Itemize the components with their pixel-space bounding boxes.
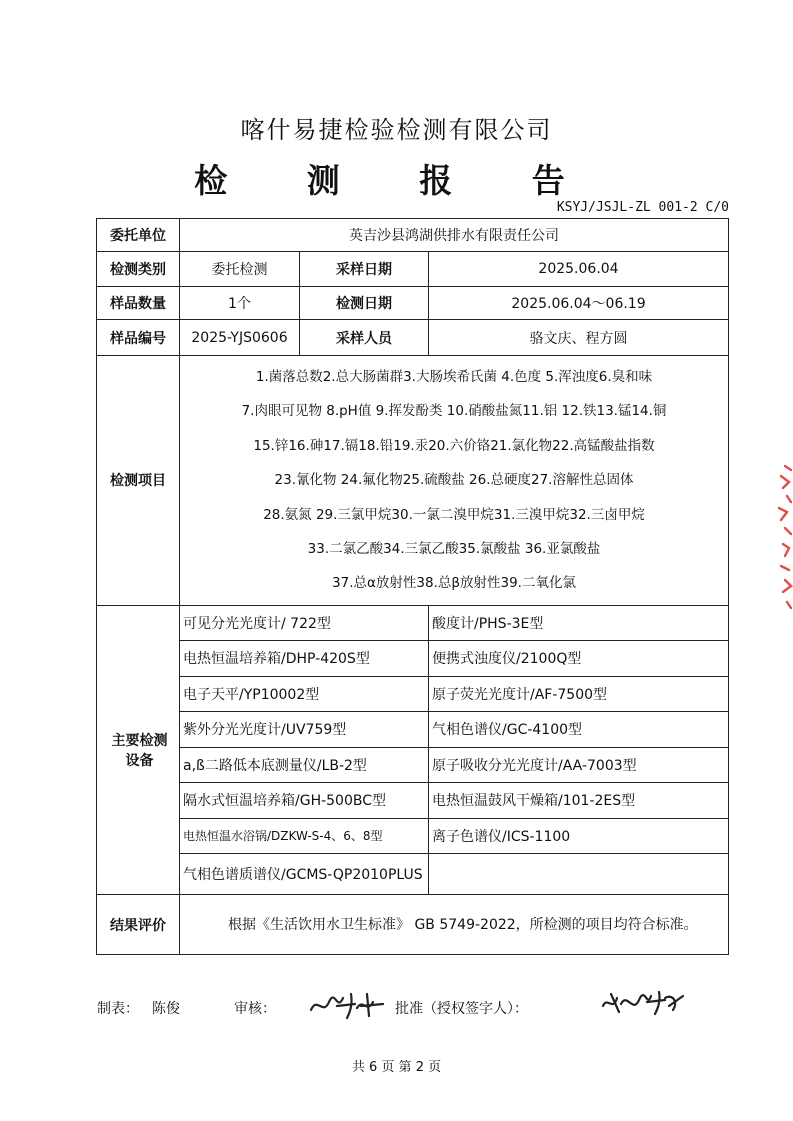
result-row	[97, 895, 729, 955]
sample-no-row	[97, 320, 729, 356]
test-type-row	[97, 252, 729, 287]
equipment-cell: 电子天平/YP10002型	[180, 676, 429, 712]
equipment-cell: 离子色谱仪/ICS-1100	[429, 818, 729, 854]
prepared-label: 制表：	[97, 1001, 139, 1017]
result-label: 结果评价	[97, 895, 180, 955]
equipment-row	[97, 783, 729, 819]
sample-no-label: 样品编号	[97, 320, 180, 356]
test-date-value: 2025.06.04～06.19	[429, 287, 729, 320]
sampler-label: 采样人员	[300, 320, 429, 356]
items-line: 37.总α放射性38.总β放射性39.二氧化氯	[332, 575, 576, 592]
equipment-label-line1: 主要检测	[111, 732, 168, 749]
equipment-cell: 原子荧光光度计/AF-7500型	[429, 676, 729, 712]
test-type-value: 委托检测	[180, 252, 300, 287]
report-title: 检 测 报 告	[194, 161, 599, 200]
client-row	[97, 219, 729, 252]
equipment-cell: 原子吸收分光光度计/AA-7003型	[429, 747, 729, 783]
equipment-label	[97, 605, 180, 895]
approved-label: 批准（授权签字人）：	[395, 1001, 528, 1017]
items-line: 1.菌落总数2.总大肠菌群3.大肠埃希氏菌 4.色度 5.浑浊度6.臭和味	[255, 369, 653, 385]
test-type-label: 检测类别	[97, 252, 180, 287]
equipment-cell: 气相色谱质谱仪/GCMS-QP2010PLUS	[180, 854, 429, 895]
equipment-cell: 隔水式恒温培养箱/GH-500BC型	[180, 783, 429, 819]
equipment-cell: 电热恒温水浴锅/DZKW-S-4、6、8型	[180, 818, 429, 854]
items-line: 33.二氯乙酸34.三氯乙酸35.氯酸盐 36.亚氯酸盐	[307, 540, 601, 557]
document-number: KSYJ/JSJL-ZL 001-2 C/0	[556, 200, 729, 215]
sample-qty-label: 样品数量	[97, 287, 180, 320]
items-list	[180, 356, 729, 606]
equipment-cell: 紫外分光光度计/UV759型	[180, 712, 429, 748]
company-name: 喀什易捷检验检测有限公司	[240, 116, 553, 144]
equipment-row	[97, 818, 729, 854]
items-line: 15.锌16.砷17.镉18.铅19.汞20.六价铬21.氯化物22.高锰酸盐指数	[253, 437, 655, 454]
items-line: 28.氨氮 29.三氯甲烷30.一氯二溴甲烷31.三溴甲烷32.三卤甲烷	[263, 506, 645, 523]
equipment-cell: 可见分光光度计/ 722型	[180, 605, 429, 641]
test-date-label: 检测日期	[300, 287, 429, 320]
prepared-name: 陈俊	[152, 1001, 180, 1017]
equipment-cell: 电热恒温培养箱/DHP-420S型	[180, 641, 429, 677]
sampling-date-value: 2025.06.04	[429, 252, 729, 287]
equipment-row	[97, 605, 729, 641]
sample-qty-row	[97, 287, 729, 320]
equipment-cell	[429, 854, 729, 895]
result-text: 根据《生活饮用水卫生标准》 GB 5749-2022，所检测的项目均符合标准。	[180, 895, 729, 955]
page-info: 共 6 页 第 2 页	[351, 1060, 442, 1075]
items-label: 检测项目	[97, 356, 180, 606]
equipment-cell: 便携式浊度仪/2100Q型	[429, 641, 729, 677]
sampling-date-label: 采样日期	[300, 252, 429, 287]
equipment-cell: 电热恒温鼓风干燥箱/101-2ES型	[429, 783, 729, 819]
items-line: 7.肉眼可见物 8.pH值 9.挥发酚类 10.硝酸盐氮11.铝 12.铁13.锰14.铜	[241, 403, 667, 420]
sample-no-value: 2025-YJS0606	[180, 320, 300, 356]
equipment-cell: 气相色谱仪/GC-4100型	[429, 712, 729, 748]
client-label: 委托单位	[97, 219, 180, 252]
seal-edge-stamp	[771, 462, 793, 612]
client-value: 英吉沙县鸿湖供排水有限责任公司	[180, 219, 729, 252]
sample-qty-value: 1个	[180, 287, 300, 320]
equipment-row	[97, 854, 729, 895]
equipment-row	[97, 712, 729, 748]
equipment-row	[97, 641, 729, 677]
sampler-value: 骆文庆、程方圆	[429, 320, 729, 356]
approver-signature	[599, 986, 687, 1020]
reviewer-signature	[307, 988, 389, 1022]
equipment-row	[97, 747, 729, 783]
report-table	[96, 218, 729, 955]
reviewed-label: 审核：	[234, 1001, 276, 1017]
equipment-cell: 酸度计/PHS-3E型	[429, 605, 729, 641]
equipment-cell: a,ß二路低本底测量仪/LB-2型	[180, 747, 429, 783]
items-line: 23.氰化物 24.氟化物25.硫酸盐 26.总硬度27.溶解性总固体	[274, 472, 634, 489]
equipment-label-line2: 设备	[125, 752, 154, 769]
equipment-row	[97, 676, 729, 712]
items-row	[97, 356, 729, 606]
